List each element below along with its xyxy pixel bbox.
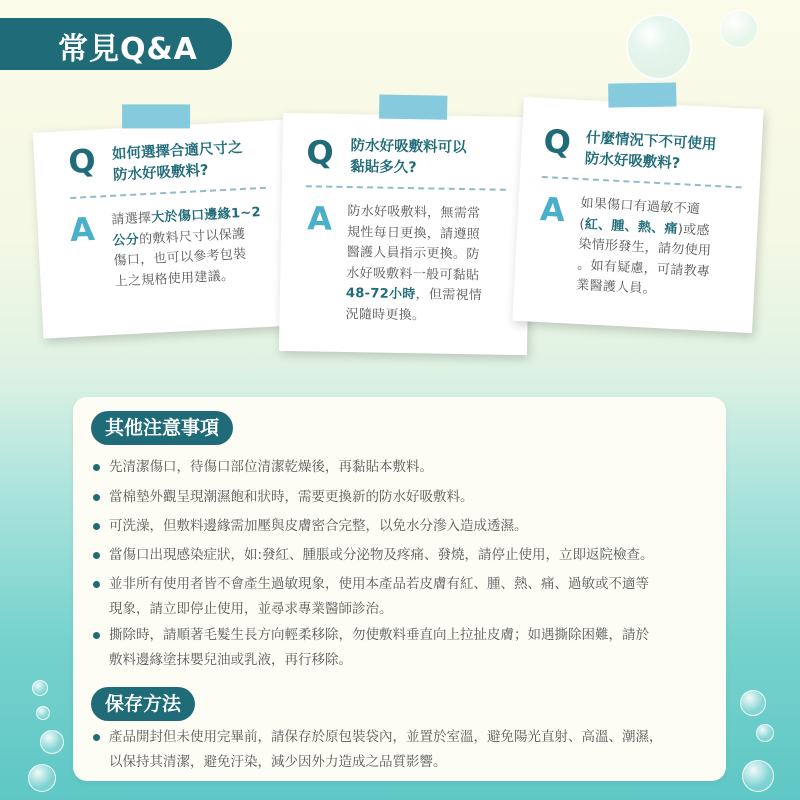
answer-letter: A — [539, 189, 566, 230]
list-item: 可洗澡，但敷料邊緣需加壓與皮膚密合完整，以免水分滲入造成透濕。 — [93, 514, 714, 539]
bubble-decoration — [626, 14, 692, 80]
answer-text: 請選擇大於傷口邊緣1~2 公分的敷料尺寸以保護 傷口，也可以參考包裝 上之規格使用建議。 — [111, 205, 262, 290]
answer-text: 如果傷口有過敏不適 (紅、腫、熱、痛)或感 染情形發生，請勿使用 。如有疑慮，可請教專 業醫護人員。 — [575, 195, 712, 298]
bubble-decoration — [32, 680, 48, 696]
question-letter: Q — [542, 121, 572, 162]
list-item: 當傷口出現感染症狀，如:發紅、腫脹或分泌物及疼痛、發燒，請停止使用，立即返院檢查。 — [93, 543, 714, 568]
tape-decoration — [608, 82, 676, 107]
bubble-decoration — [28, 764, 56, 792]
bubble-decoration — [40, 730, 64, 754]
page-title-banner — [0, 18, 232, 70]
answer-text: 防水好吸敷料，無需常 規性每日更換，請遵照 醫護人員指示更換。防 水好吸敷料一般可黏貼 48-72小時，但需視情 況隨時更換。 — [345, 203, 483, 323]
bubble-decoration — [720, 10, 758, 48]
qa-card-1 — [33, 119, 301, 338]
list-item: 先清潔傷口，待傷口部位清潔乾燥後，再黏貼本敷料。 — [93, 455, 714, 480]
question-text: 防水好吸敷料可以 黏貼多久? — [350, 138, 467, 177]
page-title: 常見Q&A — [58, 32, 198, 67]
divider — [542, 176, 742, 188]
list-item: 撕除時，請順著毛髮生長方向輕柔移除，勿使敷料垂直向上拉扯皮膚；如遇撕除困難，請於 敷料邊緣塗抹嬰兒油或乳液，再行移除。 — [93, 623, 714, 673]
notes-panel — [73, 397, 726, 781]
bubble-decoration — [36, 706, 50, 720]
notes-heading: 其他注意事項 — [91, 411, 233, 445]
qa-card-2 — [279, 113, 531, 355]
qa-card-3 — [512, 97, 763, 333]
answer-letter: A — [68, 209, 96, 250]
question-letter: Q — [67, 141, 97, 182]
tape-decoration — [122, 104, 190, 128]
question-text: 什麼情況下不可使用 防水好吸敷料? — [584, 130, 717, 173]
tape-decoration — [379, 95, 447, 120]
storage-heading: 保存方法 — [91, 687, 195, 721]
divider — [70, 187, 266, 199]
bubble-decoration — [756, 724, 774, 742]
bubble-decoration — [740, 690, 766, 716]
answer-letter: A — [306, 199, 333, 238]
bubble-decoration — [742, 760, 774, 792]
divider — [306, 185, 506, 190]
question-text: 如何選擇合適尺寸之 防水好吸敷料? — [111, 139, 243, 184]
list-item: 並非所有使用者皆不會產生過敏現象，使用本產品若皮膚有紅、腫、熱、痛、過敏或不適等 現象，請立即停止使用，並尋求專業醫師診治。 — [93, 572, 714, 622]
list-item: 當棉墊外觀呈現潮濕飽和狀時，需要更換新的防水好吸敷料。 — [93, 485, 714, 510]
list-item: 產品開封但未使用完畢前，請保存於原包裝袋內，並置於室溫，避免陽光直射、高溫、潮濕， 以保持其清潔，避免汙染，減少因外力造成之品質影響。 — [93, 725, 714, 775]
question-letter: Q — [306, 133, 334, 172]
